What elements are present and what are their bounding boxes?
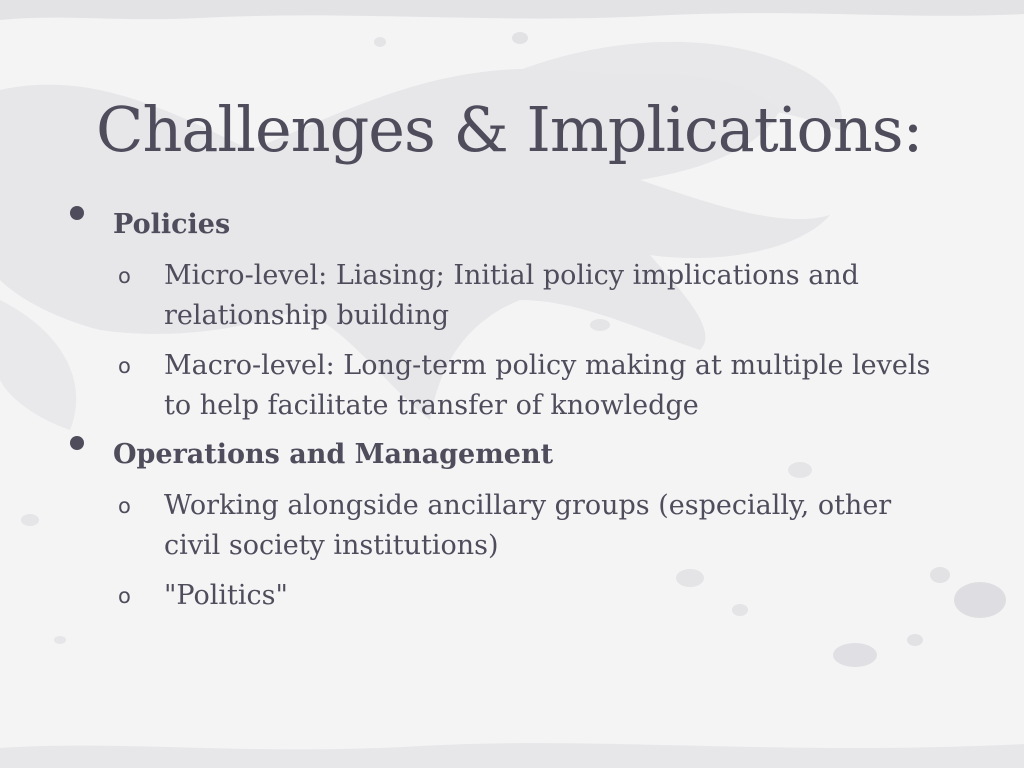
sub-bullet-circle-icon: o [118,264,131,288]
section-heading-operations-management: Operations and Management [113,439,554,470]
section-heading-policies: Policies [113,209,231,240]
bullet-dot-icon [70,206,84,220]
sub-bullet-circle-icon: o [118,584,131,608]
slide-title: Challenges & Implications: [96,93,923,166]
sub-item-text: "Politics" [164,580,288,611]
sub-item-text: Working alongside ancillary groups (especially, other civil society institutions) [164,490,892,561]
sub-bullet-circle-icon: o [118,354,131,378]
bullet-dot-icon [70,436,84,450]
sub-item-text: Macro-level: Long-term policy making at multiple levels to help facilitate transfer of knowledge [164,350,931,421]
sub-bullet-circle-icon: o [118,494,131,518]
sub-item-text: Micro-level: Liasing; Initial policy implications and relationship building [164,260,859,331]
